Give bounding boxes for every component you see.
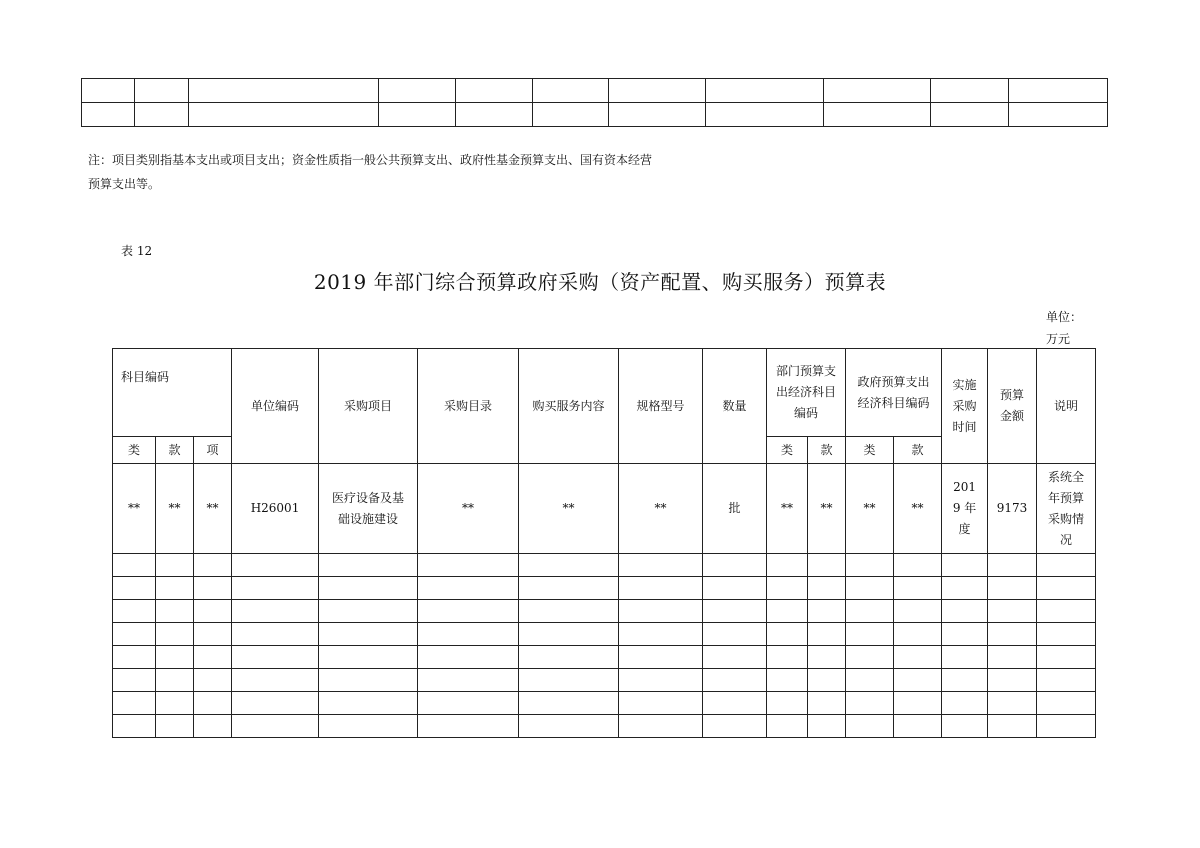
table-row [113,577,1096,600]
table-row [113,554,1096,577]
header-dept-lei: 类 [767,437,808,464]
header-gov-lei: 类 [846,437,894,464]
table-row [113,646,1096,669]
table-row [113,600,1096,623]
cell-service-content: ** [519,464,619,554]
header-row-1 [113,349,1096,437]
header-kuan: 款 [156,437,194,464]
header-dept-kuan: 款 [808,437,846,464]
header-lei: 类 [113,437,156,464]
previous-table-fragment [81,78,1108,127]
cell-quantity: 批 [703,464,767,554]
table-row [82,79,1108,103]
header-xiang: 项 [194,437,232,464]
unit-label: 单位：万元 [1046,310,1083,346]
header-service-content: 购买服务内容 [519,349,619,464]
table-row [113,464,1096,554]
header-unit-code: 单位编码 [232,349,319,464]
cell-impl-time: 2019 年度 [942,464,988,554]
cell-dept-kuan: ** [808,464,846,554]
note-line-1: 注：项目类别指基本支出或项目支出；资金性质指一般公共预算支出、政府性基金预算支出、国有资本经营 [88,153,653,167]
cell-gov-kuan: ** [894,464,942,554]
table-row [113,715,1096,738]
cell-remark: 系统全年预算采购情况 [1037,464,1096,554]
cell-lei: ** [113,464,156,554]
header-procure-item: 采购项目 [319,349,418,464]
header-budget-amount: 预算金额 [988,349,1037,464]
header-remark: 说明 [1037,349,1096,464]
cell-spec-model: ** [619,464,703,554]
table-number-label: 表 12 [121,244,153,258]
procurement-budget-table [112,348,1096,738]
header-procure-catalog: 采购目录 [418,349,519,464]
cell-procure-catalog: ** [418,464,519,554]
note-line-2: 预算支出等。 [88,177,161,191]
cell-kuan: ** [156,464,194,554]
cell-dept-lei: ** [767,464,808,554]
table-row [113,669,1096,692]
page-title: 2019 年部门综合预算政府采购（资产配置、购买服务）预算表 [313,270,887,294]
header-gov-kuan: 款 [894,437,942,464]
table-row [113,692,1096,715]
header-quantity: 数量 [703,349,767,464]
table-row [82,103,1108,127]
cell-xiang: ** [194,464,232,554]
header-spec-model: 规格型号 [619,349,703,464]
header-gov-econ-code: 政府预算支出经济科目编码 [846,349,942,437]
cell-budget-amount: 9173 [988,464,1037,554]
cell-gov-lei: ** [846,464,894,554]
header-subject-code: 科目编码 [113,349,232,437]
table-row [113,623,1096,646]
cell-procure-item: 医疗设备及基础设施建设 [319,464,418,554]
cell-unit-code: H26001 [232,464,319,554]
header-dept-econ-code: 部门预算支出经济科目编码 [767,349,846,437]
header-impl-time: 实施采购时间 [942,349,988,464]
